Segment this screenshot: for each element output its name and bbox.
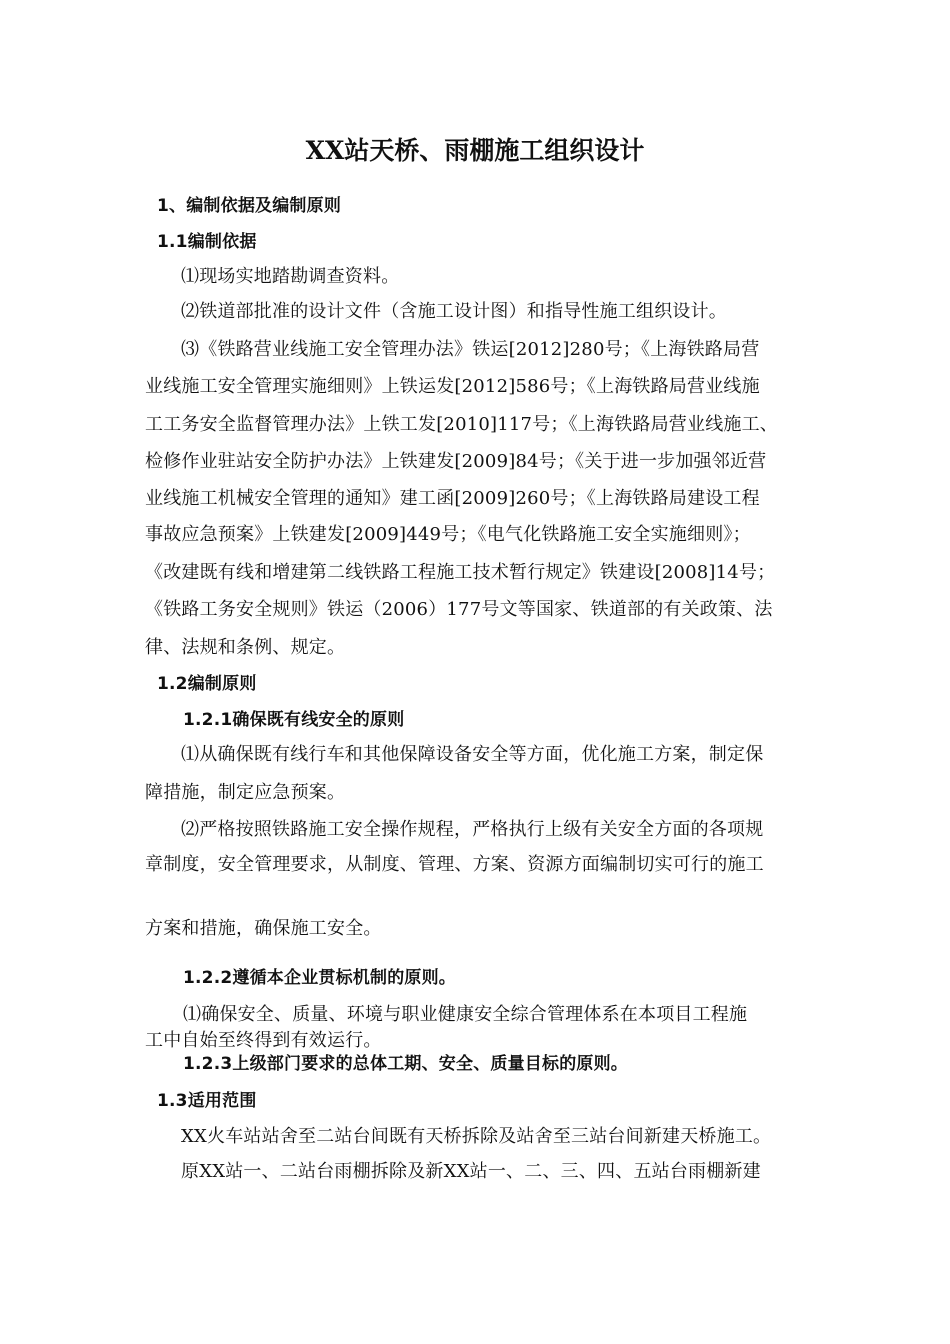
basis-item-3-line: 《铁路工务安全规则》铁运（2006）177号文等国家、铁道部的有关政策、法 — [145, 599, 773, 620]
basis-item-3-line: 《改建既有线和增建第二线铁路工程施工技术暂行规定》铁建设[2008]14号； — [145, 562, 776, 583]
heading-1-2: 1.2编制原则 — [157, 674, 257, 694]
principle-3-line: 工中自始至终得到有效运行。 — [145, 1030, 382, 1051]
basis-item-3-line: 律、法规和条例、规定。 — [145, 637, 346, 658]
heading-1-2-2: 1.2.2遵循本企业贯标机制的原则。 — [183, 968, 457, 988]
heading-1-1: 1.1编制依据 — [157, 232, 257, 252]
principle-1-line: ⑴从确保既有线行车和其他保障设备安全等方面，优化施工方案，制定保 — [181, 744, 764, 765]
heading-1-3: 1.3适用范围 — [157, 1091, 257, 1111]
scope-line: XX火车站站舍至二站台间既有天桥拆除及站舍至三站台间新建天桥施工。 — [181, 1126, 772, 1147]
basis-item-3-line: 检修作业驻站安全防护办法》上铁建发[2009]84号；《关于进一步加强邻近营 — [145, 451, 767, 472]
principle-2-line: 章制度，安全管理要求，从制度、管理、方案、资源方面编制切实可行的施工 — [145, 854, 764, 875]
heading-1: 1、编制依据及编制原则 — [157, 196, 342, 216]
principle-2-line: 方案和措施，确保施工安全。 — [145, 918, 382, 939]
scope-line: 原XX站一、二站台雨棚拆除及新XX站一、二、三、四、五站台雨棚新建 — [181, 1161, 761, 1182]
heading-1-2-3: 1.2.3上级部门要求的总体工期、安全、质量目标的原则。 — [183, 1054, 629, 1074]
principle-2-line: ⑵严格按照铁路施工安全操作规程，严格执行上级有关安全方面的各项规 — [181, 819, 764, 840]
principle-1-line: 障措施，制定应急预案。 — [145, 782, 346, 803]
principle-3-line: ⑴确保安全、质量、环境与职业健康安全综合管理体系在本项目工程施 — [183, 1004, 748, 1025]
heading-1-2-1: 1.2.1确保既有线安全的原则 — [183, 710, 405, 730]
document-title: XX站天桥、雨棚施工组织设计 — [305, 136, 645, 165]
basis-item-3-line: 业线施工机械安全管理的通知》建工函[2009]260号；《上海铁路局建设工程 — [145, 488, 760, 509]
basis-item-1: ⑴现场实地踏勘调查资料。 — [181, 266, 400, 287]
basis-item-3-line: ⑶《铁路营业线施工安全管理办法》铁运[2012]280号；《上海铁路局营 — [181, 339, 760, 360]
basis-item-2: ⑵铁道部批准的设计文件（含施工设计图）和指导性施工组织设计。 — [181, 301, 727, 322]
basis-item-3-line: 业线施工安全管理实施细则》上铁运发[2012]586号；《上海铁路局营业线施 — [145, 376, 760, 397]
basis-item-3-line: 工工务安全监督管理办法》上铁工发[2010]117号；《上海铁路局营业线施工、 — [145, 414, 779, 435]
basis-item-3-line: 事故应急预案》上铁建发[2009]449号；《电气化铁路施工安全实施细则》； — [145, 524, 751, 545]
